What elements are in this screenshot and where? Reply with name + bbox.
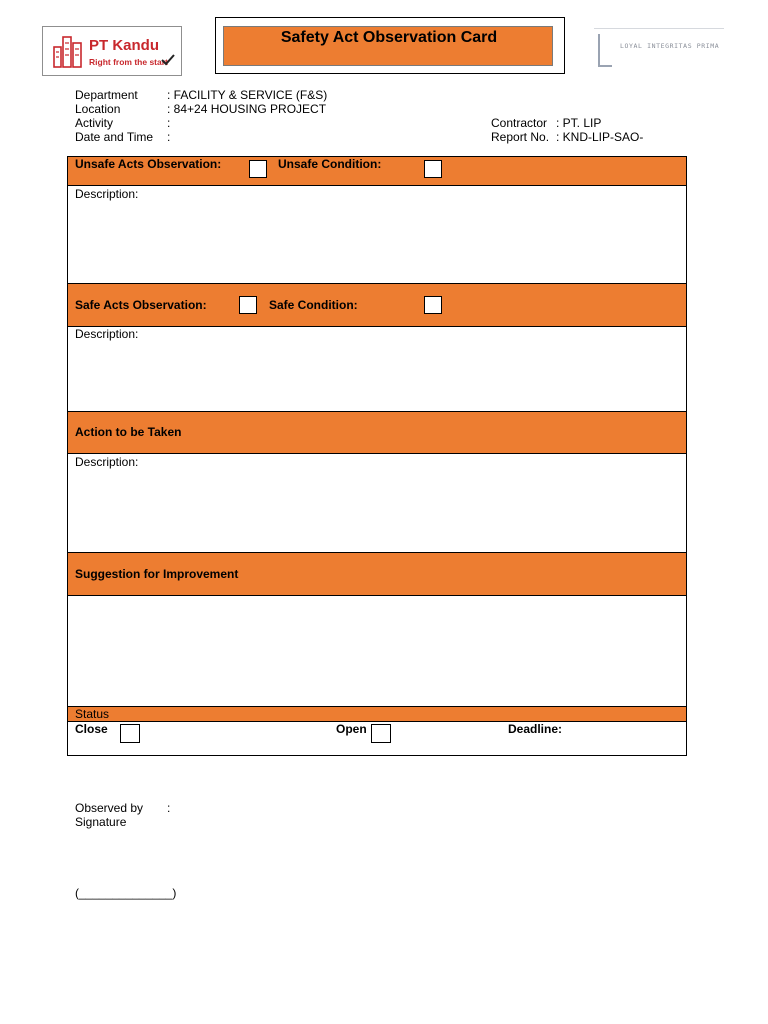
- observed-by-value: :: [167, 801, 171, 815]
- safe-section-header: [68, 283, 686, 327]
- contractor-value: : PT. LIP: [556, 116, 602, 130]
- unsafe-description-field[interactable]: [68, 187, 686, 283]
- report-number-value: : KND-LIP-SAO-: [556, 130, 644, 144]
- page-title: Safety Act Observation Card: [280, 29, 498, 46]
- partner-logo-bar-icon: [598, 34, 600, 66]
- open-checkbox[interactable]: [371, 724, 391, 743]
- unsafe-condition-label: Unsafe Condition:: [278, 157, 382, 171]
- contractor-label: Contractor: [491, 116, 548, 130]
- observation-form: [67, 156, 687, 756]
- open-label: Open: [336, 722, 367, 736]
- close-label: Close: [75, 722, 108, 736]
- safe-acts-checkbox[interactable]: [239, 296, 257, 314]
- partner-logo: [594, 28, 724, 68]
- action-description-label: Description:: [75, 455, 139, 469]
- status-header: [68, 706, 686, 722]
- unsafe-condition-checkbox[interactable]: [424, 160, 442, 178]
- action-description-field[interactable]: [68, 454, 686, 552]
- partner-logo-top-rule: [594, 28, 724, 29]
- action-section-header: [68, 411, 686, 454]
- partner-logo-base-icon: [598, 65, 612, 67]
- safe-acts-label: Safe Acts Observation:: [75, 298, 207, 312]
- activity-label: Activity: [75, 116, 114, 130]
- logo-company-name: PT Kandu: [89, 37, 159, 54]
- deadline-label: Deadline:: [508, 722, 563, 736]
- department-value: : FACILITY & SERVICE (F&S): [167, 88, 328, 102]
- action-to-be-taken-label: Action to be Taken: [75, 425, 182, 439]
- company-logo: [42, 26, 182, 76]
- safe-description-label: Description:: [75, 327, 139, 341]
- close-checkbox[interactable]: [120, 724, 140, 743]
- checkmark-icon: [161, 54, 175, 66]
- activity-value: :: [167, 116, 171, 130]
- signature-label: Signature: [75, 815, 127, 829]
- datetime-label: Date and Time: [75, 130, 154, 144]
- safe-condition-checkbox[interactable]: [424, 296, 442, 314]
- partner-logo-text: LOYAL INTEGRITAS PRIMA: [620, 42, 720, 50]
- unsafe-acts-checkbox[interactable]: [249, 160, 267, 178]
- safe-condition-label: Safe Condition:: [269, 298, 358, 312]
- unsafe-description-label: Description:: [75, 187, 139, 201]
- location-value: : 84+24 HOUSING PROJECT: [167, 102, 327, 116]
- suggestion-field[interactable]: [68, 596, 686, 706]
- unsafe-section-header: [68, 156, 686, 186]
- title-bar: [223, 26, 553, 66]
- datetime-value: :: [167, 130, 171, 144]
- title-frame: [215, 17, 565, 74]
- observed-by-label: Observed by: [75, 801, 144, 815]
- safe-description-field[interactable]: [68, 327, 686, 411]
- status-label: Status: [75, 707, 110, 721]
- logo-tagline: Right from the start: [89, 57, 168, 67]
- suggestion-section-header: [68, 552, 686, 596]
- location-label: Location: [75, 102, 121, 116]
- report-number-label: Report No.: [491, 130, 550, 144]
- department-label: Department: [75, 88, 138, 102]
- suggestion-label: Suggestion for Improvement: [75, 567, 239, 581]
- unsafe-acts-label: Unsafe Acts Observation:: [75, 157, 222, 171]
- signature-line[interactable]: (______________): [75, 886, 177, 900]
- building-logo-icon: [53, 33, 83, 69]
